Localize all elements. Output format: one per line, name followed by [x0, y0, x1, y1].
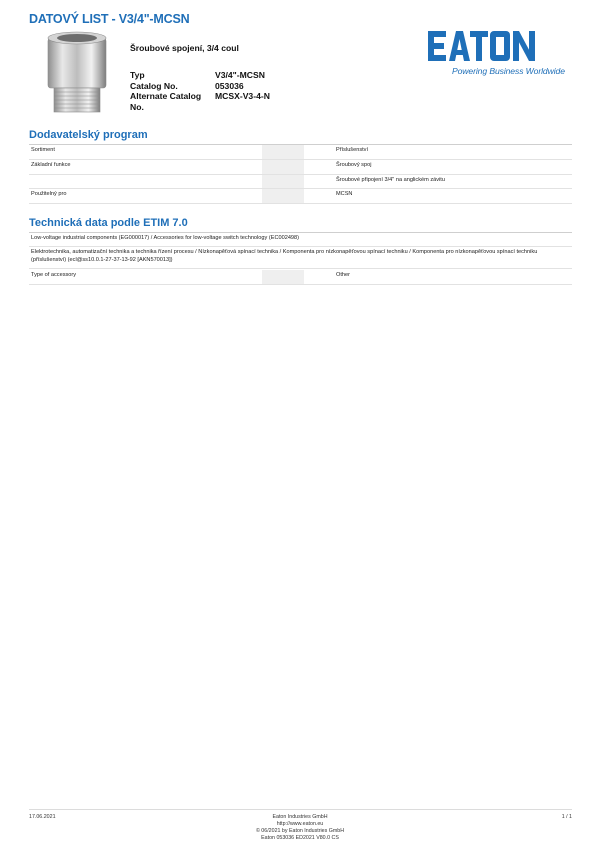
- row-full-text: Elektrotechnika, automatizační technika a technika řízení procesu / Nízkonapěťová spínací technika / Komponenta pro nízkonapěťovou spínací techniku / Komponenta pro nízkonapěťovou spínací techniku (příslušenství) (ecl@ss10.0.1-27-37-13-92 [AKN570013]): [31, 249, 538, 263]
- eaton-wordmark-icon: [428, 31, 535, 61]
- table-row: [29, 175, 572, 189]
- meta-row-type: [130, 70, 315, 81]
- row-spacer: [304, 160, 334, 174]
- row-spacer: [262, 270, 304, 284]
- row-value: Šroubové připojení 3/4" na anglickém závitu: [336, 177, 445, 183]
- row-label: [29, 175, 262, 188]
- row-spacer: [262, 175, 304, 188]
- table-row: [29, 189, 572, 204]
- section-title-supplier-program: Dodavatelský program: [29, 129, 148, 141]
- table-row: [29, 270, 572, 285]
- meta-value: V3/4"-MCSN: [215, 70, 265, 80]
- row-spacer: [262, 189, 304, 203]
- supplier-program-table: [29, 145, 572, 204]
- product-meta: [130, 70, 315, 112]
- row-value: Other: [336, 272, 350, 278]
- meta-key: Typ: [130, 70, 145, 80]
- row-spacer: [304, 270, 334, 284]
- row-spacer: [262, 160, 304, 174]
- product-description: Šroubové spojení, 3/4 coul: [130, 43, 239, 53]
- meta-key: Catalog No.: [130, 80, 178, 91]
- footer-code: Eaton 053036 ED2021 V80.0 CS: [261, 835, 339, 841]
- row-label: Použitelný pro: [31, 191, 67, 197]
- row-value: Příslušenství: [336, 147, 369, 153]
- page-title: DATOVÝ LIST - V3/4"-MCSN: [29, 12, 190, 26]
- table-row: [29, 247, 572, 269]
- meta-row-alternate: [130, 91, 315, 112]
- eaton-logo: [428, 31, 574, 79]
- row-value: Šroubový spoj: [336, 162, 372, 168]
- row-spacer: [304, 145, 334, 159]
- row-value: MCSN: [336, 191, 353, 197]
- table-row: [29, 233, 572, 247]
- row-spacer: [304, 175, 334, 188]
- meta-row-catalog: [130, 81, 315, 92]
- product-image: [42, 30, 112, 120]
- footer-divider: [29, 809, 572, 810]
- footer-info: [200, 814, 400, 842]
- table-row: [29, 160, 572, 175]
- row-label: Sortiment: [31, 147, 55, 153]
- footer-page-number: 1 / 1: [561, 814, 572, 820]
- footer-date: 17.06.2021: [29, 814, 56, 820]
- row-spacer: [262, 145, 304, 159]
- row-label: Základní funkce: [31, 162, 71, 168]
- etim-table: [29, 233, 572, 285]
- meta-key: Alternate Catalog No.: [130, 91, 202, 112]
- meta-value: 053036: [215, 80, 244, 91]
- row-label: Type of accessory: [31, 272, 77, 278]
- table-row: [29, 145, 572, 160]
- row-spacer: [304, 189, 334, 203]
- footer-company: Eaton Industries GmbH: [272, 814, 328, 820]
- row-full-text: Low-voltage industrial components (EG000017) / Accessories for low-voltage switch technology (EC002498): [31, 235, 300, 241]
- meta-value: MCSX-V3-4-N: [215, 91, 270, 101]
- footer-copyright: © 06/2021 by Eaton Industries GmbH: [255, 828, 345, 834]
- section-title-etim: Technická data podle ETIM 7.0: [29, 217, 188, 229]
- footer-url[interactable]: http://www.eaton.eu: [276, 821, 324, 827]
- logo-tagline: Powering Business Worldwide: [452, 66, 565, 76]
